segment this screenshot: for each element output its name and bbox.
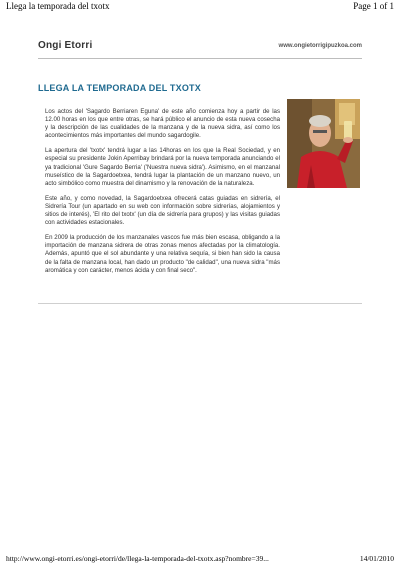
print-header [6,1,394,13]
print-page-title: Llega la temporada del txotx [6,1,110,11]
article-paragraph: En 2009 la producción de los manzanales vascos fue más bien escasa, obligando a la importación de manzana sidrera de otras zonas menos afectadas por la climatología. Además, apuntó que el sol abundante y una relativa sequía, si bien han sido la causa de la falta de manzana local, han dado un producto "de calidad", una nueva sidra "más aromática y con carácter, menos ácida y con final seco". [45,234,280,274]
content-divider [38,303,362,304]
header-divider [38,58,362,59]
print-date: 14/01/2010 [359,554,394,563]
article-paragraph: Los actos del 'Sagardo Berriaren Eguna' de este año comienza hoy a partir de las 12.00 horas en los que entre otras, se hará público el anuncio de esta nueva cosecha y la descripción de las cualidades de la manzana y de la nueva sidra, así como los acontecimientos más importantes del mundo sagardogile. [45,108,280,140]
article-title: LLEGA LA TEMPORADA DEL TXOTX [38,83,201,93]
site-header [38,36,362,56]
print-page-number: Page 1 of 1 [353,1,394,11]
article-paragraph: La apertura del 'txotx' tendrá lugar a las 14horas en los que la Real Sociedad, y en especial su presidente Jokin Aperribay brindará por la nueva temporada anunciando el ya tradicional 'Gure Sagardo Berria' ('Nuestra nueva sidra'). Asimismo, en el manzanal museístico de la Sagardoetxea, tendrá lugar la plantación de un manzano nuevo, un acto simbólico como muestra del dinamismo y la renovación de la naturaleza. [45,147,280,187]
photo-person-toasting-image [287,99,360,188]
site-url[interactable]: www.ongietorrigipuzkoa.com [278,43,362,49]
site-name: Ongi Etorri [38,40,93,51]
article-paragraph: Este año, y como novedad, la Sagardoetxea ofrecerá catas guiadas en sidrería, el Sidrería Tour (un apartado en su web con información sobre sidrerías, alojamientos y sitios de interés), 'El rito del txotx' (un día de sidrería para grupos) y las visitas guiadas con actividades estacionales. [45,194,280,227]
print-url[interactable]: http://www.ongi-etorri.es/ongi-etorri/de/llega-la-temporada-del-txotx.asp?nombre=39... [6,554,269,563]
print-footer [6,554,394,566]
article-photo [287,99,360,188]
article-body [45,108,280,282]
